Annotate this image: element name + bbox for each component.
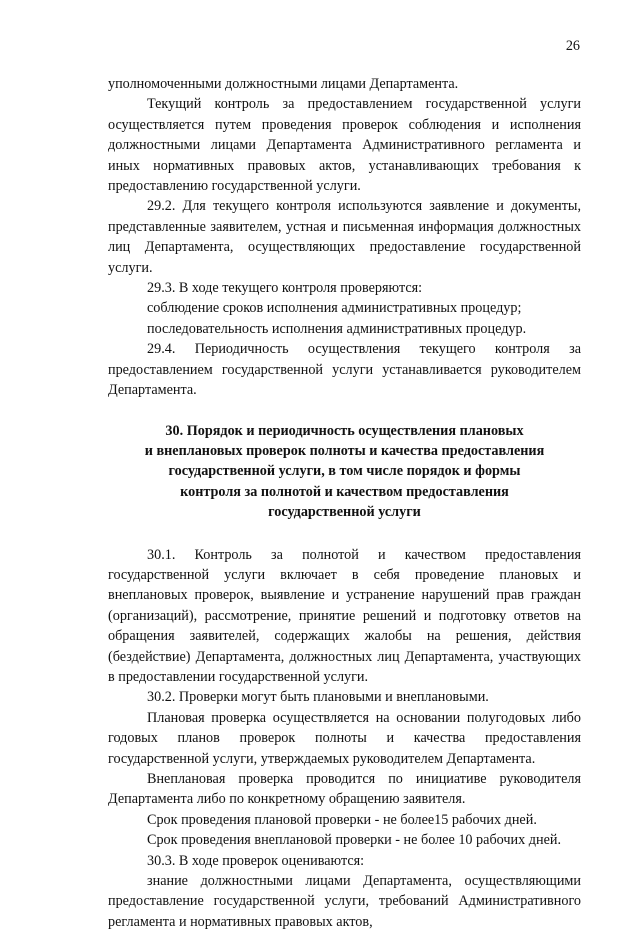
paragraph: 30.1. Контроль за полнотой и качеством предоставления государственной услуги включает в себя проведение плановых и внеплановых проверок, выявление и устранение нарушений прав граждан (организаций), рассмотрение, принятие решений и подготовку ответов на обращения заявителей, содержащих жалобы на решения, действия (бездействие) Департамента, должностных лиц Департамента, участвующих в предоставлении государственной услуги. [108,546,581,685]
paragraph: 30.2. Проверки могут быть плановыми и внеплановыми. [147,689,489,706]
heading-line: государственной услуги, в том числе порядок и формы [168,463,521,480]
paragraph: Внеплановая проверка проводится по инициативе руководителя Департамента либо по конкретному обращению заявителя. [108,771,581,808]
page-number: 26 [565,38,580,54]
section-30-text [108,545,581,932]
paragraph: соблюдение сроков исполнения административных процедур; [147,300,522,317]
heading-line: 30. Порядок и периодичность осуществления плановых [165,422,524,439]
paragraph: Срок проведения плановой проверки - не более15 рабочих дней. [147,811,537,828]
heading-line: государственной услуги [268,504,421,521]
section-29-text [108,74,581,401]
paragraph: 29.4. Периодичность осуществления текущего контроля за предоставлением государственной услуги устанавливается руководителем Департамента. [108,341,581,399]
paragraph: Срок проведения внеплановой проверки - не более 10 рабочих дней. [147,832,562,849]
paragraph: знание должностными лицами Департамента, осуществляющими предоставление государственной услуги, требований Административного регламента и нормативных правовых актов, [108,873,581,930]
heading-line: и внеплановых проверок полноты и качества предоставления [144,442,545,459]
paragraph: уполномоченными должностными лицами Департамента. [108,76,459,92]
paragraph: 29.2. Для текущего контроля используются заявление и документы, представленные заявителем, устная и письменная информация должностных лиц Департамента, осуществляющих предоставление государственной услуги. [108,198,581,276]
heading-line: контроля за полнотой и качеством предоставления [180,483,509,500]
document-body [108,74,581,932]
paragraph: последовательность исполнения административных процедур. [147,320,527,337]
paragraph: Текущий контроль за предоставлением государственной услуги осуществляется путем проведения проверок соблюдения и исполнения должностными лицами Департамента Административного регламента и иных нормативных правовых актов, устанавливающих требования к предоставлению государственной услуги. [108,96,581,195]
paragraph: 30.3. В ходе проверок оцениваются: [147,852,365,869]
paragraph: 29.3. В ходе текущего контроля проверяются: [147,280,423,297]
section-30-heading [108,421,581,523]
paragraph: Плановая проверка осуществляется на основании полугодовых либо годовых планов проверок полноты и качества предоставления государственной услуги, утверждаемых руководителем Департамента. [108,709,581,767]
